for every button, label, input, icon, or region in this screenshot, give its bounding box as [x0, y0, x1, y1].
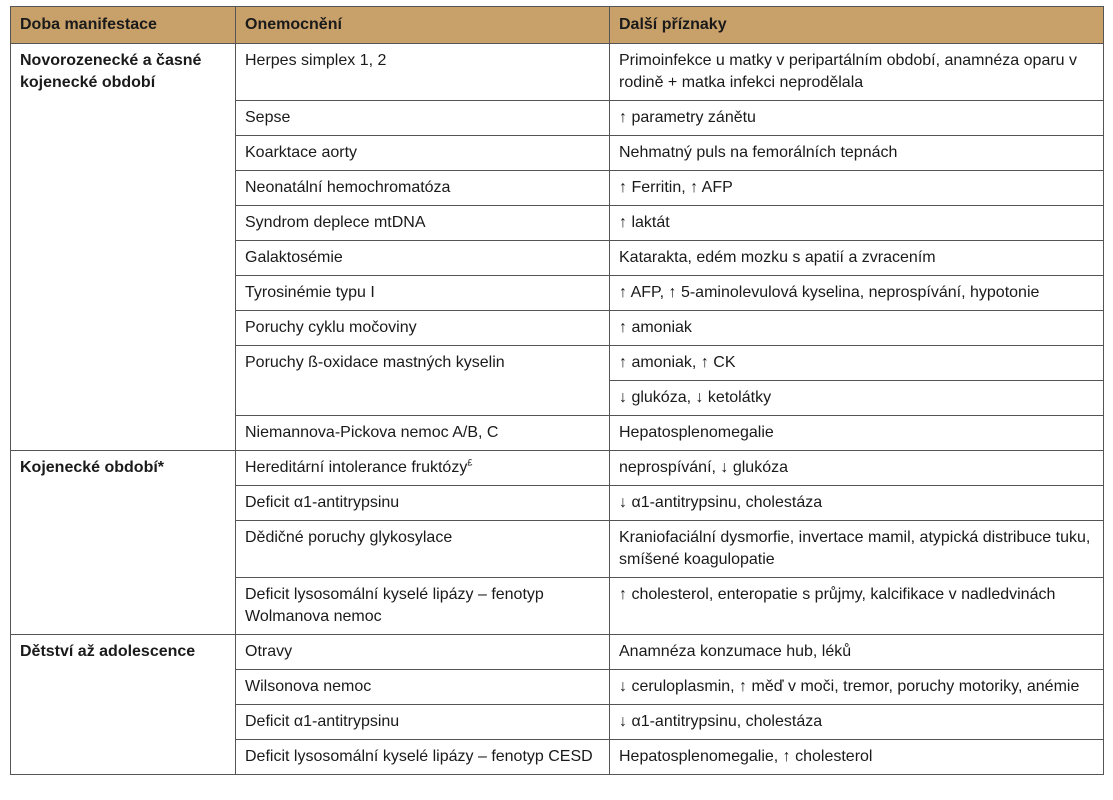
symptom-cell: Hepatosplenomegalie, ↑ cholesterol	[610, 740, 1104, 775]
header-row	[11, 7, 1104, 44]
symptom-cell: ↓ ceruloplasmin, ↑ měď v moči, tremor, poruchy motoriky, anémie	[610, 670, 1104, 705]
table-row	[11, 635, 1104, 670]
symptom-cell: Katarakta, edém mozku s apatií a zvracením	[610, 241, 1104, 276]
disease-cell	[236, 241, 610, 276]
symptom-cell: Anamnéza konzumace hub, léků	[610, 635, 1104, 670]
symptom-cell: neprospívání, ↓ glukóza	[610, 451, 1104, 486]
disease-cell	[236, 44, 610, 101]
disease-cell	[236, 521, 610, 578]
symptom-cell: ↑ amoniak, ↑ CK	[610, 346, 1104, 381]
symptom-cell: ↓ α1-antitrypsinu, cholestáza	[610, 486, 1104, 521]
manifestation-table	[10, 6, 1104, 775]
disease-cell	[236, 136, 610, 171]
symptom-cell: Primoinfekce u matky v peripartálním období, anamnéza oparu v rodině + matka infekci neprodělala	[610, 44, 1104, 101]
symptom-cell: Hepatosplenomegalie	[610, 416, 1104, 451]
symptom-cell: ↑ amoniak	[610, 311, 1104, 346]
symptom-cell: Kraniofaciální dysmorfie, invertace mamil, atypická distribuce tuku, smíšené koagulopatie	[610, 521, 1104, 578]
header-disease: Onemocnění	[236, 7, 610, 44]
disease-cell	[236, 740, 610, 775]
symptom-cell: ↑ laktát	[610, 206, 1104, 241]
header-symptoms: Další příznaky	[610, 7, 1104, 44]
disease-label: Deficit α1-antitrypsinu	[245, 494, 400, 511]
symptom-cell: ↓ glukóza, ↓ ketolátky	[610, 381, 1104, 416]
symptom-cell: Nehmatný puls na femorálních tepnách	[610, 136, 1104, 171]
disease-label: Wilsonova nemoc	[245, 678, 372, 695]
disease-cell	[236, 416, 610, 451]
symptom-cell: ↑ AFP, ↑ 5-aminolevulová kyselina, neprospívání, hypotonie	[610, 276, 1104, 311]
footnote-mark: £	[467, 457, 473, 468]
disease-cell	[236, 578, 610, 635]
disease-label: Hereditární intolerance fruktózy	[245, 459, 468, 476]
disease-label: Deficit lysosomální kyselé lipázy – fenotyp Wolmanova nemoc	[245, 586, 544, 625]
disease-cell	[236, 101, 610, 136]
disease-label: Otravy	[245, 643, 293, 660]
period-cell: Novorozenecké a časné kojenecké období	[11, 44, 236, 451]
table-row	[11, 451, 1104, 486]
disease-cell	[236, 635, 610, 670]
disease-label: Dědičné poruchy glykosylace	[245, 529, 453, 546]
disease-cell	[236, 206, 610, 241]
disease-label: Poruchy ß-oxidace mastných kyselin	[245, 354, 505, 371]
disease-cell	[236, 171, 610, 206]
disease-label: Poruchy cyklu močoviny	[245, 319, 417, 336]
disease-cell	[236, 451, 610, 486]
header-period: Doba manifestace	[11, 7, 236, 44]
disease-label: Galaktosémie	[245, 249, 343, 266]
disease-label: Niemannova-Pickova nemoc A/B, C	[245, 424, 499, 441]
disease-cell	[236, 346, 610, 416]
symptom-cell: ↑ cholesterol, enteropatie s průjmy, kalcifikace v nadledvinách	[610, 578, 1104, 635]
disease-label: Deficit lysosomální kyselé lipázy – fenotyp CESD	[245, 748, 593, 765]
disease-label: Syndrom deplece mtDNA	[245, 214, 426, 231]
period-cell: Dětství až adolescence	[11, 635, 236, 775]
disease-label: Neonatální hemochromatóza	[245, 179, 451, 196]
table-body	[11, 44, 1104, 775]
disease-cell	[236, 486, 610, 521]
period-cell: Kojenecké období*	[11, 451, 236, 635]
disease-label: Koarktace aorty	[245, 144, 358, 161]
disease-label: Tyrosinémie typu I	[245, 284, 375, 301]
symptom-cell: ↑ parametry zánětu	[610, 101, 1104, 136]
disease-cell	[236, 276, 610, 311]
disease-cell	[236, 311, 610, 346]
symptom-cell: ↑ Ferritin, ↑ AFP	[610, 171, 1104, 206]
disease-cell	[236, 705, 610, 740]
disease-cell	[236, 670, 610, 705]
symptom-cell: ↓ α1-antitrypsinu, cholestáza	[610, 705, 1104, 740]
disease-label: Sepse	[245, 109, 291, 126]
disease-label: Herpes simplex 1, 2	[245, 52, 387, 69]
disease-label: Deficit α1-antitrypsinu	[245, 713, 400, 730]
table-row	[11, 44, 1104, 101]
